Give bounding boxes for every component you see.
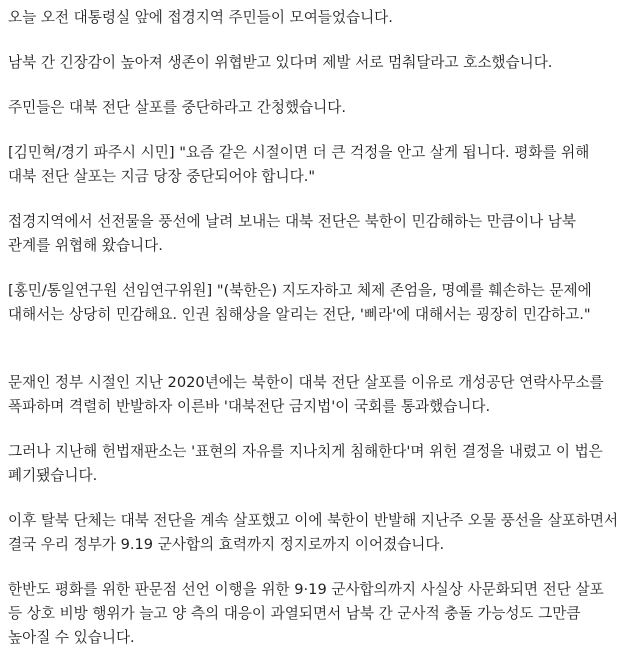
article-paragraph: 한반도 평화를 위한 판문점 선언 이행을 위한 9·19 군사합의까지 사실상 사문화되면 전단 살포 등 상호 비방 행위가 늘고 양 측의 대응이 과열되면서 남북 간 군사적 충돌 가능성도 그만큼 높아질 수 있습니다. (8, 581, 604, 646)
article-paragraph: 접경지역에서 선전물을 풍선에 날려 보내는 대북 전단은 북한이 민감해하는 만큼이나 남북 관계를 위협해 왔습니다. (8, 213, 577, 254)
article-paragraph: [홍민/통일연구원 선임연구위원] "(북한은) 지도자하고 체제 존엄을, 명예를 훼손하는 문제에 대해서는 상당히 민감해요. 인권 침해상을 알리는 전단, '삐라'에 대해서는 굉장히 민감하고." (8, 282, 592, 323)
article-paragraph: 오늘 오전 대통령실 앞에 접경지역 주민들이 모여들었습니다. (8, 9, 393, 26)
article-paragraph: 남북 간 긴장감이 높아져 생존이 위협받고 있다며 제발 서로 멈춰달라고 호소했습니다. (8, 54, 553, 71)
article-paragraph: 그러나 지난해 헌법재판소는 '표현의 자유를 지나치게 침해한다'며 위헌 결정을 내렸고 이 법은 폐기됐습니다. (8, 443, 603, 484)
article-paragraph: [김민혁/경기 파주시 시민] "요즘 같은 시절이면 더 큰 걱정을 안고 살게 됩니다. 평화를 위해 대북 전단 살포는 지금 당장 중단되어야 합니다." (8, 144, 590, 185)
article-paragraph: 주민들은 대북 전단 살포를 중단하라고 간청했습니다. (8, 99, 346, 116)
article-paragraph: 문재인 정부 시절인 지난 2020년에는 북한이 대북 전단 살포를 이유로 개성공단 연락사무소를 폭파하며 격렬히 반발하자 이른바 '대북전단 금지법'이 국회를 통과했습니다. (8, 374, 604, 415)
article-paragraph: 이후 탈북 단체는 대북 전단을 계속 살포했고 이에 북한이 반발해 지난주 오물 풍선을 살포하면서 결국 우리 정부가 9.19 군사합의 효력까지 정지로까지 이어졌습니다. (8, 512, 619, 553)
